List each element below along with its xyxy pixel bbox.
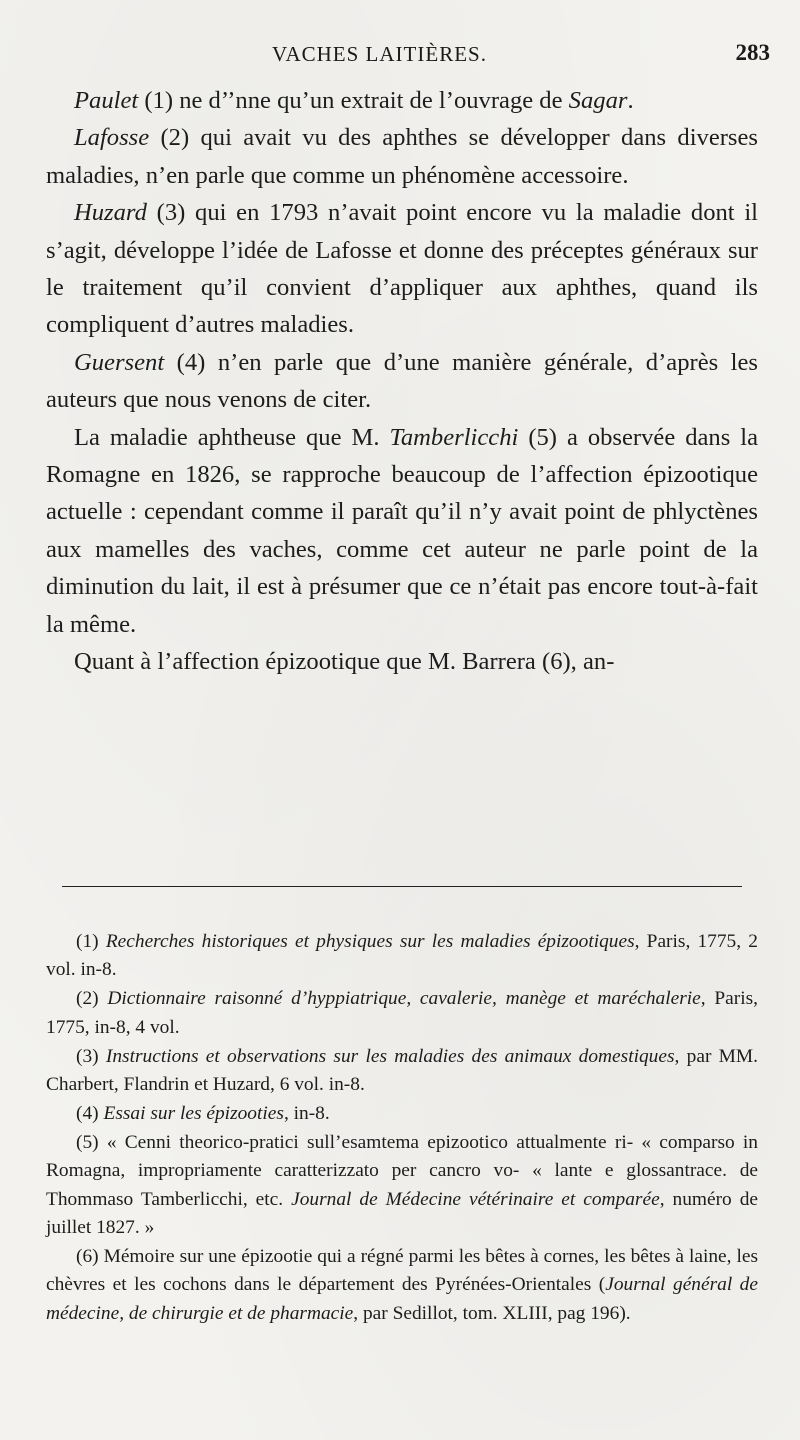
- page-header: [0, 38, 800, 78]
- cited-author: Sagar: [568, 87, 628, 114]
- footnote: [46, 1243, 758, 1328]
- running-title: VACHES LAITIÈRES.: [272, 42, 487, 66]
- footnote-text: , par Sedillot, tom. XLIII, pag 196).: [353, 1302, 631, 1324]
- reference-marker: (1): [144, 87, 174, 114]
- paragraph-text: .: [627, 87, 634, 114]
- footnote-number: (4): [76, 1102, 99, 1124]
- paragraph: [46, 643, 758, 680]
- footnote-number: (5): [76, 1131, 99, 1153]
- footnote: [46, 1100, 758, 1128]
- reference-marker: (3): [156, 199, 186, 227]
- footnote: [46, 1043, 758, 1100]
- author-name: Paulet: [74, 87, 139, 114]
- paragraph-text: n’en parle que d’une manière générale, d’après les auteurs que nous venons de citer.: [46, 348, 758, 414]
- footnote-text: , numéro de juillet 1827. »: [46, 1188, 758, 1239]
- paragraph-text: La maladie aphtheuse que M.: [74, 423, 390, 451]
- footnote-number: (2): [76, 988, 99, 1010]
- paragraph-text: ne d’’nne qu’un extrait de l’ouvrage de: [173, 87, 569, 114]
- paragraph-text: qui avait vu des aphthes se développer dans diverses maladies, n’en parle que comme un phénomène accessoire.: [46, 124, 758, 189]
- footnote-number: (3): [76, 1045, 99, 1067]
- paragraph: [46, 194, 758, 344]
- paragraph-text: a observée dans la Romagne en 1826, se rapproche beaucoup de l’affection épizootique actuelle : cependant comme il paraît qu’il n’y avait point de phlyctènes aux mamelles des vaches, comme cet auteur ne parle point de la diminution du lait, il est à présumer que ce n’était pas encore tout-à-fait la même.: [46, 423, 758, 638]
- footnote-text: , Paris, 1775, in-8, 4 vol.: [46, 988, 758, 1038]
- author-name: Tamberlicchi: [389, 423, 519, 451]
- footnote-number: (1): [76, 931, 99, 952]
- footnote-number: (6): [76, 1245, 99, 1267]
- footnote-text: Mémoire sur une épizootie qui a régné parmi les bêtes à cornes, les bêtes à laine, les chèvres et les cochons dans le département des Pyrénées-Orientales (: [46, 1245, 758, 1296]
- footnotes: [46, 928, 758, 1329]
- paragraph: [46, 82, 758, 119]
- reference-marker: (5): [528, 423, 557, 451]
- footnote-text: , in-8.: [283, 1102, 330, 1124]
- page-number: 283: [735, 40, 770, 65]
- footnote: [46, 1129, 758, 1243]
- footnote-title: Journal de Médecine vétérinaire et comparée: [291, 1188, 660, 1210]
- reference-marker: (2): [160, 124, 190, 152]
- author-name: Huzard: [74, 199, 147, 227]
- paragraph: [46, 344, 758, 419]
- footnote-title: Dictionnaire raisonné d’hyppiatrique, cavalerie, manège et maréchalerie: [107, 988, 701, 1010]
- footnote-text: , par MM. Charbert, Flandrin et Huzard, 6 vol. in-8.: [46, 1045, 759, 1096]
- author-name: Lafosse: [74, 124, 150, 152]
- footnote-title: Essai sur les épizooties: [103, 1102, 284, 1124]
- footnote: [46, 985, 758, 1042]
- footnote-text: « Cenni theorico-pratici sull’esamtema epizootico attualmente ri- « comparso in Romagna, impropriamente caratterizzato per cancro vo- « lante e glossantrace. de Thommaso Tamberlicchi, etc.: [46, 1131, 758, 1210]
- footnote: [46, 928, 758, 985]
- paragraph-text: Quant à l’affection épizootique que M. Barrera (6), an-: [74, 648, 615, 676]
- footnote-title: Instructions et observations sur les maladies des animaux domestiques: [105, 1045, 675, 1067]
- paragraph-text: qui en 1793 n’avait point encore vu la maladie dont il s’agit, développe l’idée de Lafosse et donne des préceptes généraux sur le traitement qu’il convient d’appliquer aux aphthes, quand ils compliquent d’autres maladies.: [46, 199, 759, 339]
- reference-marker: (4): [176, 348, 206, 376]
- footnote-title: Journal général de médecine, de chirurgie et de pharmacie: [46, 1274, 758, 1324]
- footnote-title: Recherches historiques et physiques sur les maladies épizootiques: [105, 931, 635, 952]
- main-text: [46, 82, 758, 681]
- footnote-text: , Paris, 1775, 2 vol. in-8.: [46, 931, 758, 981]
- paragraph: [46, 119, 758, 194]
- paragraph: [46, 419, 758, 643]
- footnote-separator: [62, 886, 742, 887]
- author-name: Guersent: [74, 348, 165, 376]
